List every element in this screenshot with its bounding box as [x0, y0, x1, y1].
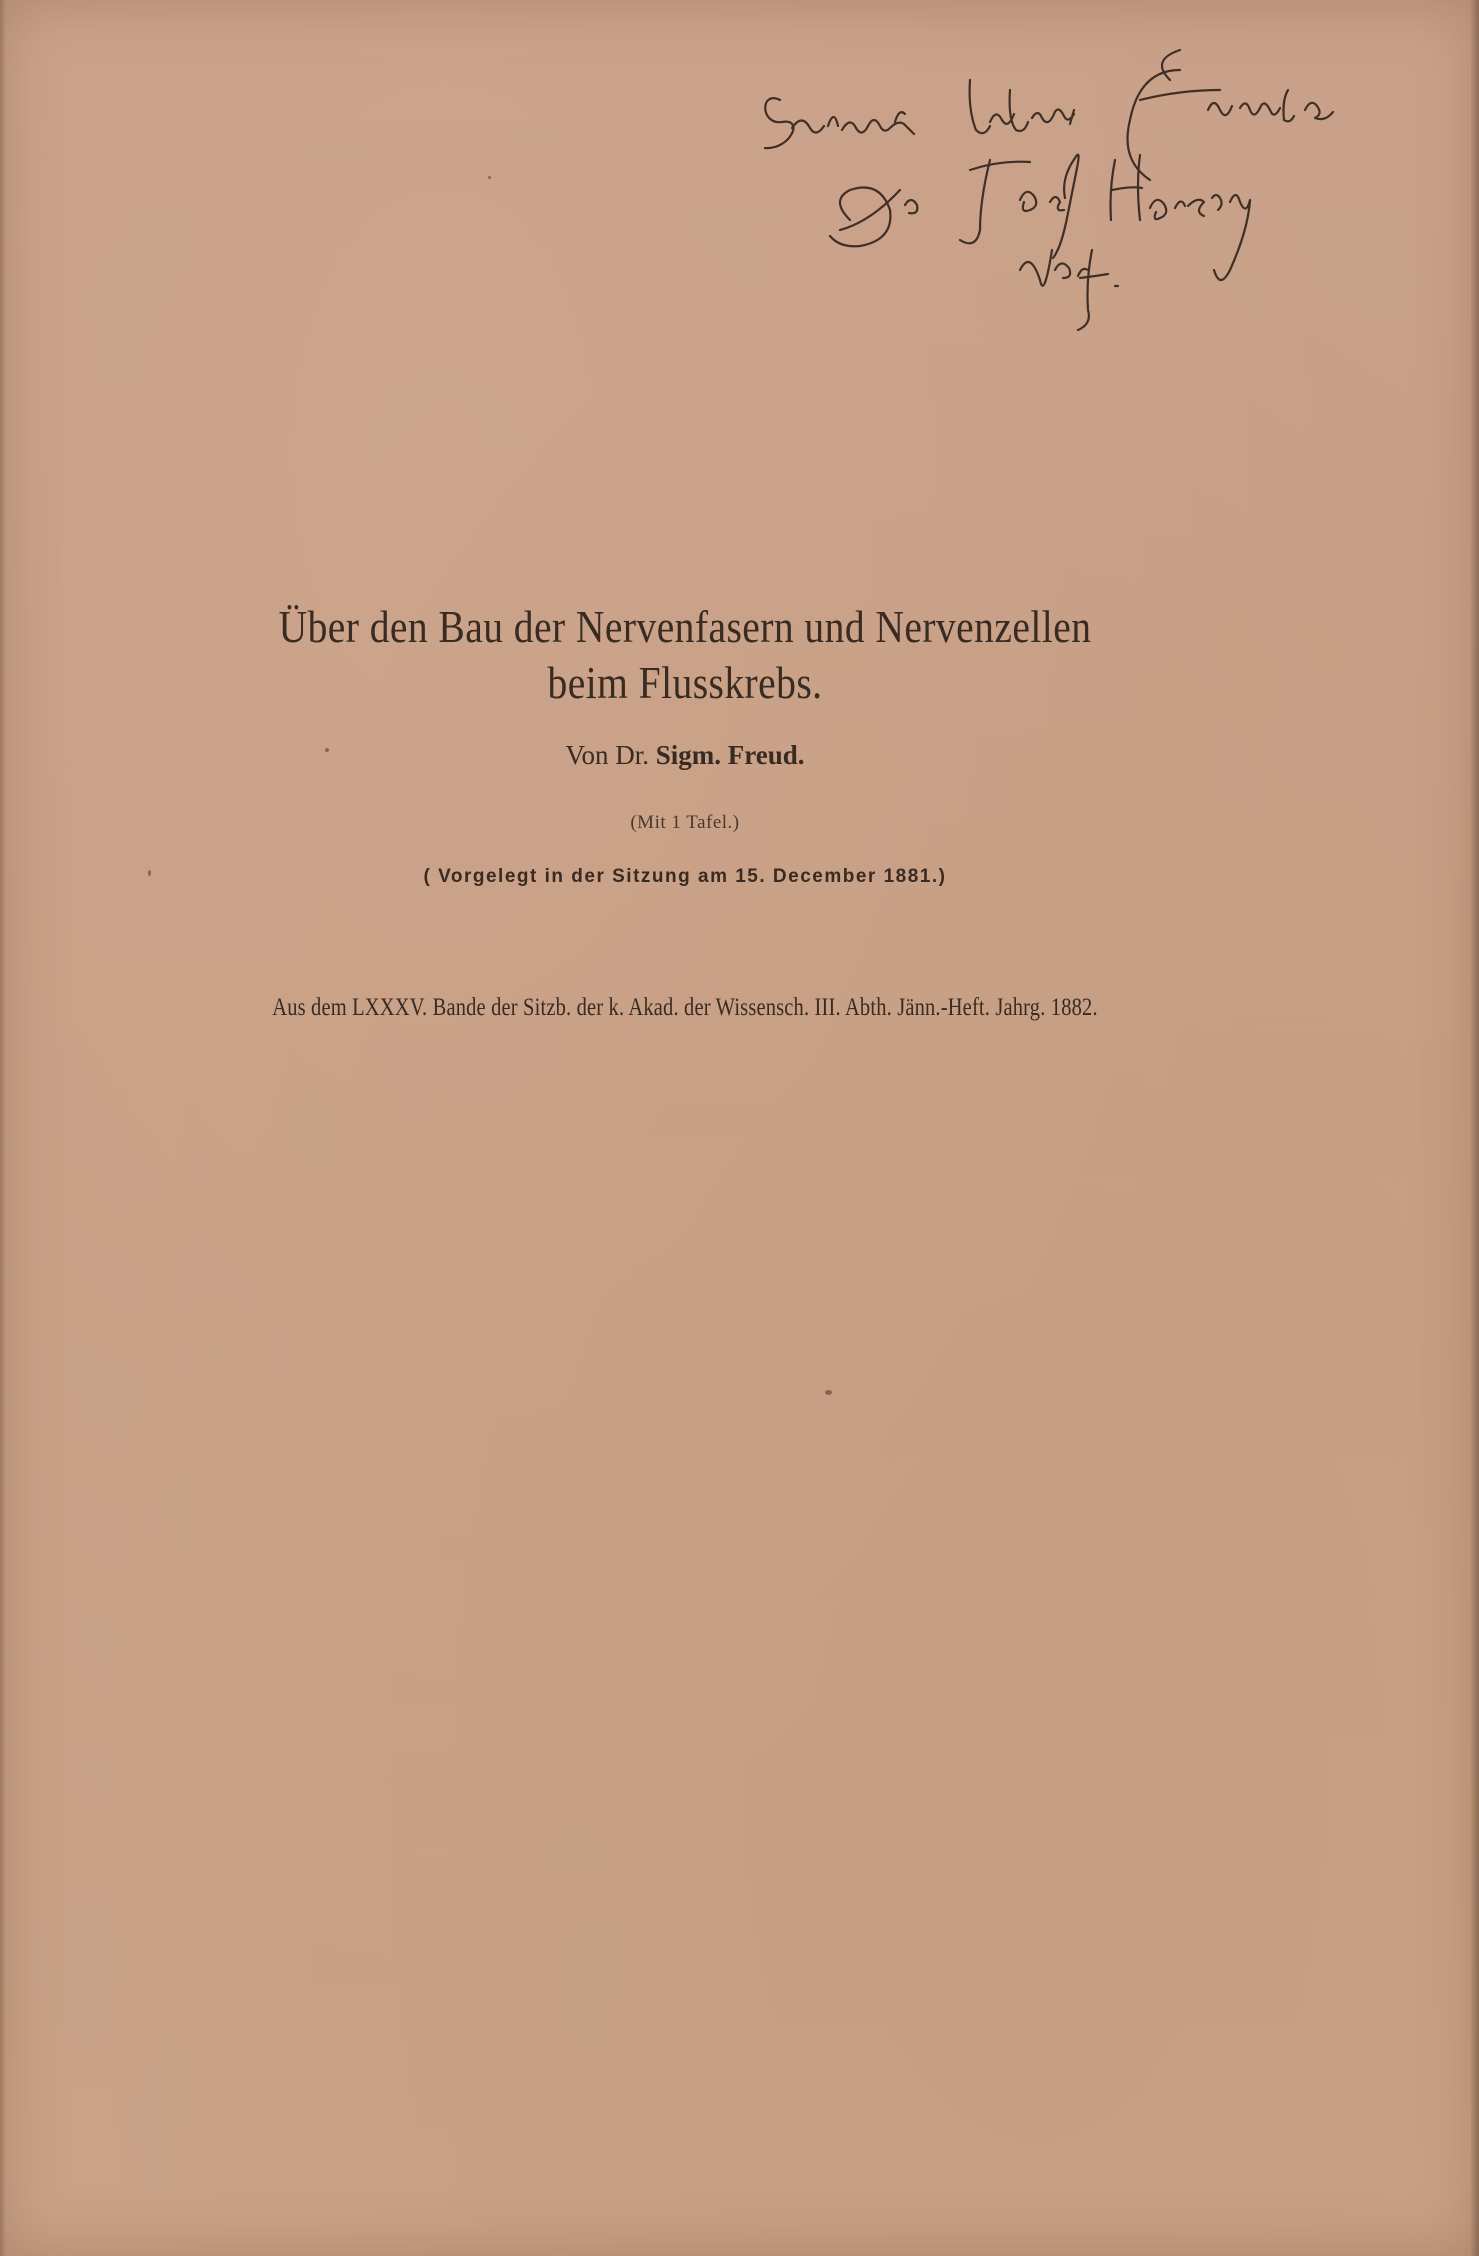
paper-speck	[488, 176, 491, 179]
handwritten-dedication	[720, 30, 1420, 360]
author-prefix: Von Dr.	[565, 740, 649, 770]
paper-speck	[148, 870, 151, 876]
author-name: Sigm. Freud.	[655, 740, 805, 770]
page-edge-right	[1471, 0, 1479, 2256]
page-edge-left	[0, 0, 6, 2256]
paper-speck	[325, 748, 329, 752]
presented-note: ( Vorgelegt in der Sitzung am 15. December 1881.)	[423, 866, 947, 887]
paper-speck	[825, 1390, 832, 1395]
title-line-1: Über den Bau der Nervenfasern und Nervenzellen	[278, 601, 1092, 652]
title-line-2: beim Flusskrebs.	[547, 657, 823, 708]
source-note: Aus dem LXXXV. Bande der Sitzb. der k. Akad. der Wissensch. III. Abth. Jänn.-Heft. Jahrg. 1882.	[272, 994, 1098, 1021]
author-line	[0, 740, 1370, 771]
plate-note: (Mit 1 Tafel.)	[630, 812, 740, 833]
